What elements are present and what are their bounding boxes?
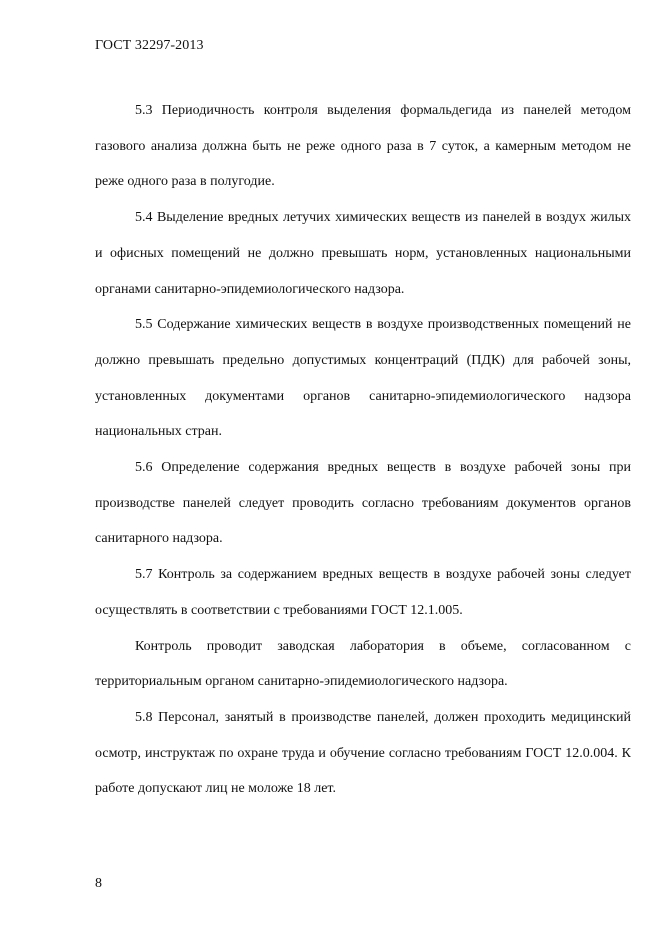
paragraph-5-4: 5.4 Выделение вредных летучих химических веществ из панелей в воздух жилых и офисных помещений не должно превышать норм, установленных национальными органами санитарно-эпидемиологического надзора.	[95, 210, 631, 297]
paragraph-5-7-control: Контроль проводит заводская лаборатория в объеме, согласованном с территориальным органом санитарно-эпидемиологического надзора.	[95, 638, 631, 690]
document-body	[95, 93, 631, 807]
paragraph-5-7: 5.7 Контроль за содержанием вредных веществ в воздухе рабочей зоны следует осуществлять в соответствии с требованиями ГОСТ 12.1.005.	[95, 567, 631, 618]
document-header: ГОСТ 32297-2013	[95, 38, 204, 53]
paragraph-5-8: 5.8 Персонал, занятый в производстве панелей, должен проходить медицинский осмотр, инструктаж по охране труда и обучение согласно требованиям ГОСТ 12.0.004. К работе допускают лиц не моложе 18 лет.	[95, 709, 631, 797]
paragraph-5-3: 5.3 Периодичность контроля выделения формальдегида из панелей методом газового анализа должна быть не реже одного раза в 7 суток, а камерным методом не реже одного раза в полугодие.	[95, 103, 631, 190]
paragraph-5-6: 5.6 Определение содержания вредных веществ в воздухе рабочей зоны при производстве панелей следует проводить согласно требованиям документов органов санитарного надзора.	[95, 460, 631, 547]
paragraph-5-5: 5.5 Содержание химических веществ в воздухе производственных помещений не должно превышать предельно допустимых концентраций (ПДК) для рабочей зоны, установленных документами органов санитарно-эпидемиологического надзора национальных стран.	[95, 317, 631, 440]
page-number: 8	[95, 876, 102, 891]
